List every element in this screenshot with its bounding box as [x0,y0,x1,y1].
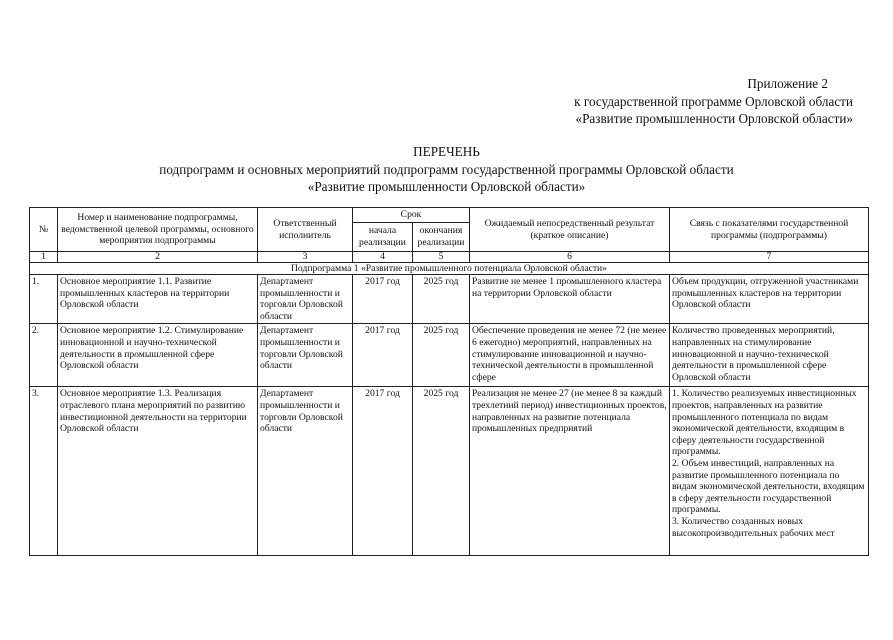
title-heading: ПЕРЕЧЕНЬ [413,144,480,159]
column-number: 1 [30,252,58,263]
title-subheading: подпрограмм и основных мероприятий подпрограмм государственной программы Орловской области [159,161,734,177]
row-name: Основное мероприятие 1.1. Развитие промышленных кластеров на территории Орловской области [58,275,258,324]
subprogram-title: Подпрограмма 1 «Развитие промышленного потенциала Орловской области» [30,263,869,275]
column-number: 7 [670,252,869,263]
table-row [30,387,869,556]
subprogram-row [30,263,869,275]
row-start: 2017 год [353,387,413,556]
row-executor: Департамент промышленности и торговли Орловской области [258,275,353,324]
column-number: 6 [470,252,670,263]
row-start: 2017 год [353,324,413,387]
row-executor: Департамент промышленности и торговли Орловской области [258,387,353,556]
row-end: 2025 год [413,387,470,556]
header-term: Срок [353,208,470,223]
table-row [30,275,869,324]
row-num: 3. [30,387,58,556]
column-number: 4 [353,252,413,263]
row-result: Реализация не менее 27 (не менее 8 за каждый трехлетний период) инвестиционных проектов, направленных на развитие потенциала промышленных предприятий [470,387,670,556]
column-number: 5 [413,252,470,263]
column-number: 2 [58,252,258,263]
header-link: Связь с показателями государственной программы (подпрограммы) [670,208,869,252]
column-numbers-row [30,252,869,263]
appendix-header [574,75,853,128]
document-title [0,143,893,196]
header-result: Ожидаемый непосредственный результат (краткое описание) [470,208,670,252]
appendix-program-ref: к государственной программе Орловской области [574,93,853,109]
header-end: окончания реализации [413,223,470,252]
appendix-label: Приложение 2 [747,76,828,91]
indicator-item: 1. Количество реализуемых инвестиционных проектов, направленных на развитие промышленного потенциала по видам экономической деятельности, входящим в сферу деятельности государственной программы. [672,388,857,458]
subprograms-table [29,207,869,556]
row-executor: Департамент промышленности и торговли Орловской области [258,324,353,387]
row-result: Обеспечение проведения не менее 72 (не менее 6 ежегодно) мероприятий, направленных на стимулирование инновационной и научно-технической деятельности в промышленной сфере [470,324,670,387]
header-name: Номер и наименование подпрограммы, ведомственной целевой программы, основного мероприятия подпрограммы [58,208,258,252]
row-link: Количество проведенных мероприятий, направленных на стимулирование инновационной и научно-технической деятельности в промышленной сфере Орловской области [670,324,869,387]
header-executor: Ответственный исполнитель [258,208,353,252]
indicator-item: 3. Количество созданных новых высокопроизводительных рабочих мест [672,515,835,539]
row-num: 2. [30,324,58,387]
title-program-name: «Развитие промышленности Орловской области» [307,179,586,194]
row-name: Основное мероприятие 1.2. Стимулирование инновационной и научно-технической деятельности в промышленной сфере Орловской области [58,324,258,387]
row-num: 1. [30,275,58,324]
indicator-item: 2. Объем инвестиций, направленных на развитие промышленного потенциала по видам экономической деятельности, входящим в сферу деятельности государственной программы. [672,457,865,516]
row-link: Объем продукции, отгруженной участниками промышленных кластеров на территории Орловской области [670,275,869,324]
row-start: 2017 год [353,275,413,324]
row-end: 2025 год [413,275,470,324]
column-number: 3 [258,252,353,263]
header-start: начала реализации [353,223,413,252]
table-row [30,324,869,387]
row-result: Развитие не менее 1 промышленного кластера на территории Орловской области [470,275,670,324]
appendix-program-name: «Развитие промышленности Орловской области» [575,111,853,126]
header-num: № [30,208,58,252]
row-name: Основное мероприятие 1.3. Реализация отраслевого плана мероприятий по развитию инвестиционной деятельности на территории Орловской области [58,387,258,556]
row-end: 2025 год [413,324,470,387]
header-row [30,208,869,223]
row-link [670,387,869,556]
